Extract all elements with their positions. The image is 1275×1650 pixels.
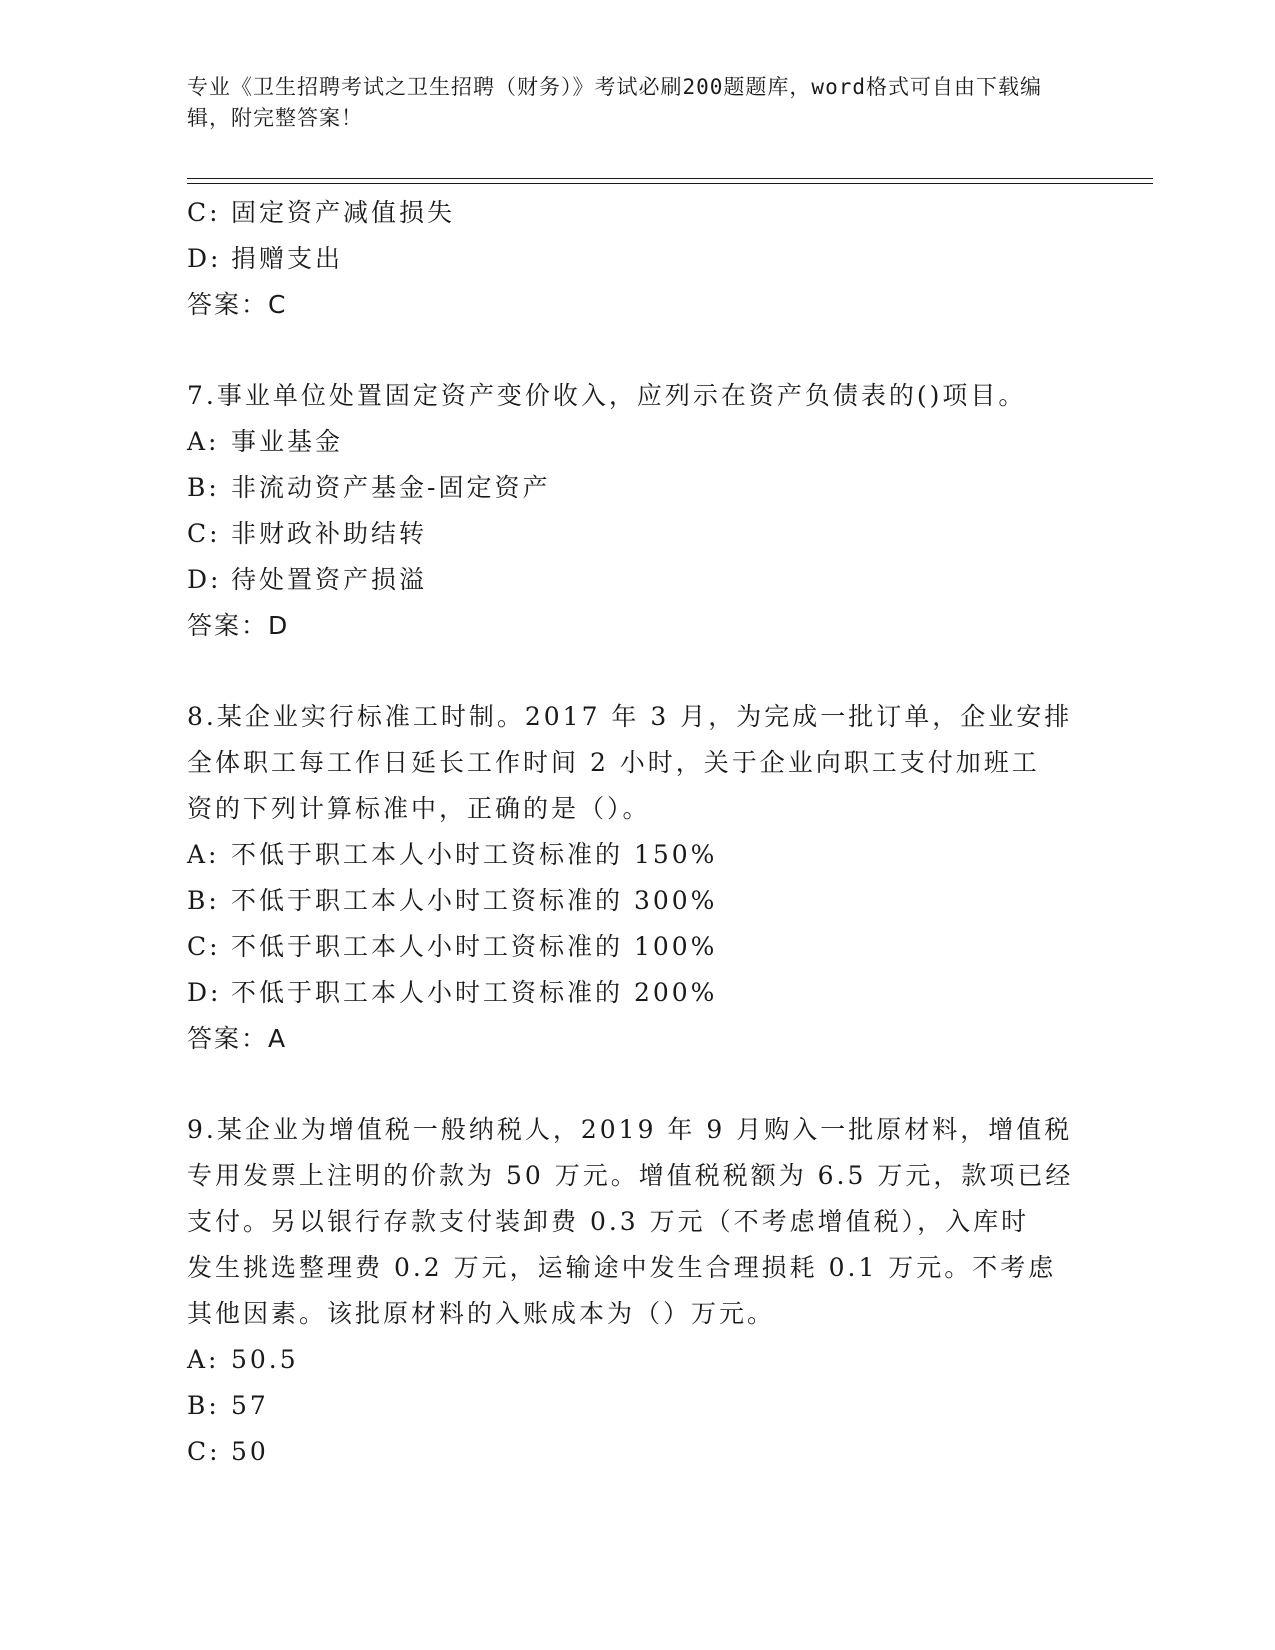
option-d [187,557,1087,603]
option-label: D: [187,565,222,594]
option-d [187,236,1087,282]
option-a [187,419,1087,465]
question-stem: 7.事业单位处置固定资产变价收入，应列示在资产负债表的()项目。 [187,381,1027,410]
answer: 答案：A [187,1024,288,1053]
question-stem-line: 资的下列计算标准中，正确的是（）。 [187,794,651,823]
answer: 答案：D [187,611,290,640]
option-text: 不低于职工本人小时工资标准的 150% [231,840,718,869]
option-text: 57 [231,1391,269,1420]
option-c [187,924,1087,970]
question-stem-line: 支付。另以银行存款支付装卸费 0.3 万元（不考虑增值税），入库时 [187,1207,1030,1236]
option-d [187,970,1087,1016]
option-label: B: [187,886,220,915]
option-text: 50 [231,1437,269,1466]
option-text: 非财政补助结转 [231,519,428,548]
option-c [187,1429,1087,1475]
option-label: C: [187,932,221,961]
option-label: B: [187,1391,220,1420]
option-text: 非流动资产基金-固定资产 [231,473,551,502]
option-b [187,465,1087,511]
option-label: C: [187,198,221,227]
option-a [187,1337,1087,1383]
question-stem-line: 8.某企业实行标准工时制。2017 年 3 月，为完成一批订单，企业安排 [187,702,1073,731]
question-stem-line: 发生挑选整理费 0.2 万元，运输途中发生合理损耗 0.1 万元。不考虑 [187,1253,1057,1282]
option-label: A: [187,427,220,456]
question-9 [187,1107,1087,1475]
question-8 [187,694,1087,1062]
option-label: C: [187,519,221,548]
option-text: 不低于职工本人小时工资标准的 300% [231,886,718,915]
answer: 答案：C [187,290,288,319]
option-text: 50.5 [231,1345,299,1374]
question-7 [187,373,1087,649]
header-divider-top [187,178,1153,179]
option-c [187,190,1087,236]
option-text: 事业基金 [231,427,344,456]
option-c [187,511,1087,557]
option-b [187,1383,1087,1429]
question-stem-line: 9.某企业为增值税一般纳税人，2019 年 9 月购入一批原材料，增值税 [187,1115,1073,1144]
option-text: 待处置资产损溢 [231,565,428,594]
question-stem-line: 专用发票上注明的价款为 50 万元。增值税税额为 6.5 万元，款项已经 [187,1161,1074,1190]
option-text: 固定资产减值损失 [231,198,456,227]
header-divider-bottom [187,183,1153,184]
option-a [187,832,1087,878]
document-header: 专业《卫生招聘考试之卫生招聘（财务）》考试必刷200题题库，word格式可自由下载编辑，附完整答案！ [187,75,1042,130]
question-6 [187,190,1087,328]
option-label: D: [187,244,222,273]
option-text: 捐赠支出 [231,244,344,273]
option-label: C: [187,1437,221,1466]
option-label: D: [187,978,222,1007]
option-label: A: [187,840,220,869]
question-stem-line: 其他因素。该批原材料的入账成本为（）万元。 [187,1299,776,1328]
question-stem-line: 全体职工每工作日延长工作时间 2 小时，关于企业向职工支付加班工 [187,748,1040,777]
question-list [187,190,1087,1475]
option-text: 不低于职工本人小时工资标准的 100% [231,932,718,961]
option-text: 不低于职工本人小时工资标准的 200% [231,978,718,1007]
option-label: A: [187,1345,220,1374]
option-b [187,878,1087,924]
option-label: B: [187,473,220,502]
